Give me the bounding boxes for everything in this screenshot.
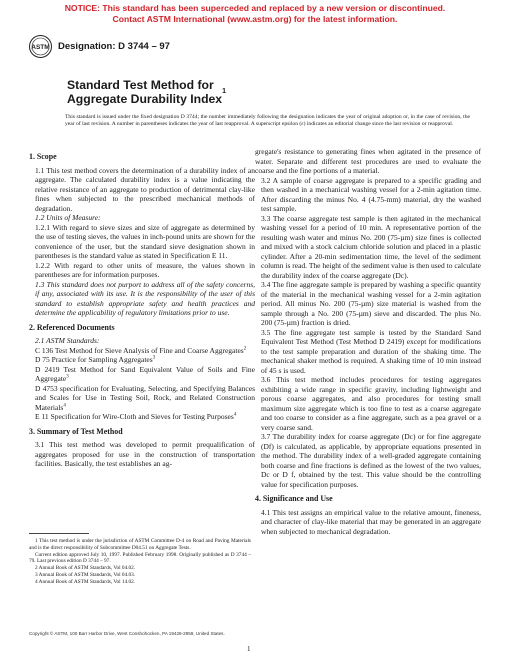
para-4-1: 4.1 This test assigns an empirical value to the relative amount, fineness, and character of clay-like material that may be generated in an aggregate when subjected to mechanical degradation.	[261, 507, 481, 536]
para-1-2-1: 1.2.1 With regard to sieve sizes and size of aggregate as determined by the use of testing sieves, the values in inch-pound units are shown for the convenience of the user, but the standard sieve designation shown in parentheses is the standard value as stated in Specification E 11.	[35, 222, 255, 260]
right-column	[255, 147, 481, 536]
notice-line-1: NOTICE: This standard has been superceded and replaced by a new version or discontinued.	[64, 3, 446, 13]
footnote-1: 1 This test method is under the jurisdiction of ASTM Committee D-4 on Road and Paving Materials and is the direct responsibility of Subcommittee D04.51 on Aggregate Tests.	[29, 538, 251, 551]
footnote-3: 3 Annual Book of ASTM Standards, Vol 04.03.	[35, 571, 136, 578]
para-3-1-continued: gregate's resistance to generating fines when agitated in the presence of water. Separate and different test procedures are used to evaluate the coarse and the fine portions of a material.	[255, 147, 481, 175]
para-1-2: 1.2 Units of Measure:	[35, 213, 101, 222]
footnote-2: 2 Annual Book of ASTM Standards, Vol 04.02.	[35, 565, 136, 572]
reference-item: D 75 Practice for Sampling Aggregates$^3$	[35, 355, 156, 364]
section-4-heading: 4. Significance and Use	[255, 494, 333, 503]
para-2-1: 2.1 ASTM Standards:	[35, 336, 100, 345]
supersede-notice	[0, 3, 510, 25]
reference-item: D 2419 Test Method for Sand Equivalent Value of Soils and Fine Aggregate$^3$	[35, 364, 255, 383]
title-line-1: Standard Test Method for	[67, 78, 214, 92]
copyright-line: Copyright © ASTM, 100 Barr Harbor Drive, West Conshohocken, PA 19428-2959, United States.	[29, 631, 225, 636]
para-1-3: 1.3 This standard does not purport to address all of the safety concerns, if any, associated with its use. It is the responsibility of the user of this standard to establish appropriate safety and health practices and determine the applicability of regulatory limitations prior to use.	[35, 279, 255, 317]
para-3-3: 3.3 The coarse aggregate test sample is then agitated in the mechanical washing vessel for a period of 10 min. A representative portion of the resulting wash water and minus No. 200 (75-µm) size fines is collected and mixed with a stock calcium chloride solution and placed in a plastic cylinder. After a 20-min sedimentation time, the level of the sediment column is read. The height of the sediment value is then used to calculate the durability index of the coarse aggregate (Dc).	[261, 213, 481, 280]
designation: Designation: D 3744 – 97	[58, 41, 170, 52]
title-line-2: Aggregate Durability Index$^1$	[67, 88, 226, 106]
page-number: 1	[247, 645, 251, 653]
para-1-2-2: 1.2.2 With regard to other units of measure, the values shown in parentheses are for information purposes.	[35, 260, 255, 279]
para-1-1: 1.1 This test method covers the determination of a durability index of an aggregate. The calculated durability index is a value indicating the relative resistance of an aggregate to production of detrimental clay-like fines when subjected to the prescribed mechanical methods of degradation.	[35, 165, 255, 213]
footnote-divider	[29, 533, 89, 534]
section-1-heading: 1. Scope	[29, 152, 57, 161]
section-3-heading: 3. Summary of Test Method	[29, 426, 123, 436]
footnote-4: 4 Annual Book of ASTM Standards, Vol 14.02.	[35, 578, 136, 585]
document-title	[67, 78, 467, 106]
para-3-5: 3.5 The fine aggregate test sample is tested by the Standard Sand Equivalent Test Method (Test Method D 2419) except for modifications to the test sample preparation and duration of the shaking time. The mechanical shaker method is required. A shaking time of 10 min instead of 45 s is used.	[261, 327, 481, 375]
notice-line-2: Contact ASTM International (www.astm.org) for the latest information.	[112, 14, 398, 24]
reference-item: C 136 Test Method for Sieve Analysis of Fine and Coarse Aggregates$^2$	[35, 345, 247, 355]
title-footnote-mark: 1	[222, 88, 226, 95]
astm-logo-icon	[29, 35, 52, 58]
reference-item: E 11 Specification for Wire-Cloth and Sieves for Testing Purposes$^4$	[35, 412, 237, 421]
section-2-heading: 2. Referenced Documents	[29, 322, 115, 332]
para-3-1: 3.1 This test method was developed to permit prequalification of aggregates proposed for use in the construction of transportation facilities. Basically, the test establishes an ag-	[35, 440, 255, 468]
para-3-7: 3.7 The durability index for coarse aggregate (Dc) or for fine aggregate (Df) is calculated, as applicable, by appropriate equations presented in the method. The durability index of a well-graded aggregate containing both coarse and fine fractions is defined as the lowest of the two values, Dc or D f, obtained by the test. This value should be the controlling value for specification purposes.	[261, 432, 481, 489]
svg-text:ASTM: ASTM	[31, 44, 50, 51]
footnotes	[29, 538, 251, 586]
para-3-2: 3.2 A sample of coarse aggregate is prepared to a specific grading and then washed in a mechanical washing vessel for a 2-min agitation time. After discarding the minus No. 4 (4.75-mm) material, dry the washed test sample.	[261, 175, 481, 213]
issuance-note: This standard is issued under the fixed designation D 3744; the number immediately following the designation indicates the year of original adoption or, in the case of revision, the year of last revision. A number in parentheses indicates the year of last reapproval. A superscript epsilon (ε) indicates an editorial change since the last revision or reapproval.	[65, 114, 470, 128]
footnote-1-edition: Current edition approved July 10, 1997. Published February 1998. Originally published as D 3744 – 79. Last previous edition D 3744 – 97.	[29, 551, 251, 565]
reference-item: D 4753 specification for Evaluating, Selecting, and Specifying Balances and Scales for Use in Testing Soil, Rock, and Related Construction Materials$^4$	[35, 383, 256, 412]
para-3-6: 3.6 This test method includes procedures for testing aggregates exhibiting a wide range in specific gravity, including lightweight and porous coarse aggregates, and also procedures for testing small maximum size aggregate which is too fine to test as a coarse aggregate and too coarse to consider as a fine aggregate, such as a pea gravel or a very coarse sand.	[261, 375, 481, 432]
para-3-4: 3.4 The fine aggregate sample is prepared by washing a specific quantity of the material in the mechanical washing vessel for a 2-min agitation period. All minus No. 200 (75-µm) size material is washed from the sample through a No. 200 (75-µm) sieve and discarded. The plus No. 200 (75-µm) fraction is dried.	[261, 280, 481, 327]
left-column	[29, 147, 255, 469]
